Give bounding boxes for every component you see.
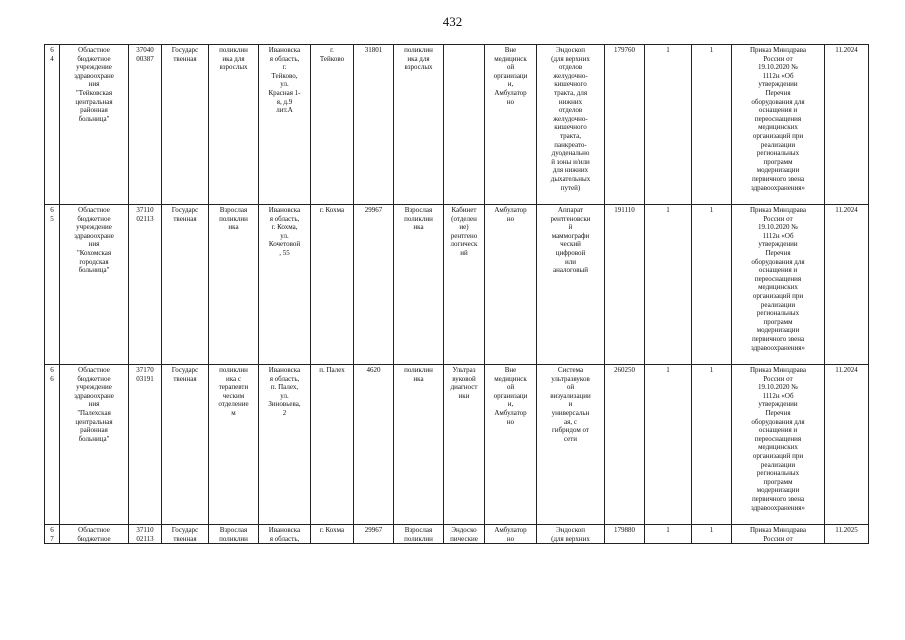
equipment-name: Эндоскоп (для верхних отделов желудочно- кишечного тракта, для нижних отделов желудочно- кишечного тракта, панкреато- дуоденально й зоны и/или для нижних дыхательных путей) [537,45,605,205]
care-conditions: Вне медицинск ой организаци и, Амбулатор но [485,45,537,205]
delivery-date: 11.2024 [825,365,869,525]
regulatory-order: Приказ Минздрава России от 19.10.2020 № 1112н «Об утверждении Перечня оборудования для оснащения и переоснащения медицинских организаций при реализации региональных программ модернизации первичного звена здравоохранения» [732,205,825,365]
room-name: Эндоско пические [444,525,485,544]
quantity-planned: 1 [645,365,692,525]
ownership-form: Государс твенная [162,205,209,365]
organization-name: Областное бюджетное учреждение здравоохране ния "Тейковская центральная районная больница" [60,45,129,205]
ownership-form: Государс твенная [162,525,209,544]
unit-name: Взрослая поликлин ика [394,205,444,365]
organization-code: 37110 02113 [129,525,162,544]
equipment-code: 179760 [605,45,645,205]
unit-name: Взрослая поликлин [394,525,444,544]
settlement: г. Тейково [311,45,354,205]
regulatory-order: Приказ Минздрава России от [732,525,825,544]
address: Ивановска я область, г. Кохма, ул. Кочетовой , 55 [259,205,311,365]
ownership-form: Государс твенная [162,365,209,525]
division-name: Взрослая поликлин [209,525,259,544]
regulatory-order: Приказ Минздрава России от 19.10.2020 № 1112н «Об утверждении Перечня оборудования для оснащения и переоснащения медицинских организаций при реализации региональных программ модернизации первичного звена здравоохранения» [732,45,825,205]
row-number: 6 5 [45,205,60,365]
quantity-total: 1 [692,525,732,544]
room-name [444,45,485,205]
settlement: г. Кохма [311,525,354,544]
equipment-table [44,44,869,544]
oktmo-code: 4620 [354,365,394,525]
organization-code: 37040 00387 [129,45,162,205]
delivery-date: 11.2024 [825,45,869,205]
ownership-form: Государс твенная [162,45,209,205]
address: Ивановска я область, [259,525,311,544]
room-name: Ультраз вуковой диагност ики [444,365,485,525]
quantity-planned: 1 [645,525,692,544]
address: Ивановска я область, г. Тейково, ул. Красная 1- я, д.9 лит.А [259,45,311,205]
division-name: Взрослая поликлин ика [209,205,259,365]
organization-code: 37170 03191 [129,365,162,525]
quantity-planned: 1 [645,45,692,205]
equipment-name: Эндоскоп (для верхних [537,525,605,544]
quantity-planned: 1 [645,205,692,365]
equipment-name: Система ультразвуков ой визуализации и универсальн ая, с гибридом от сети [537,365,605,525]
unit-name: поликлин ика [394,365,444,525]
address: Ивановска я область, п. Палех, ул. Зиновьева, 2 [259,365,311,525]
delivery-date: 11.2025 [825,525,869,544]
unit-name: поликлин ика для взрослых [394,45,444,205]
care-conditions: Вне медицинск ой организаци и, Амбулатор но [485,365,537,525]
division-name: поликлин ика для взрослых [209,45,259,205]
table-row [45,45,869,205]
oktmo-code: 29967 [354,205,394,365]
organization-name: Областное бюджетное учреждение здравоохране ния "Кохомская городская больница" [60,205,129,365]
settlement: г. Кохма [311,205,354,365]
division-name: поликлин ика с терапевти ческим отделение м [209,365,259,525]
table-row [45,525,869,544]
equipment-code: 191110 [605,205,645,365]
quantity-total: 1 [692,45,732,205]
settlement: п. Палех [311,365,354,525]
delivery-date: 11.2024 [825,205,869,365]
row-number: 6 7 [45,525,60,544]
row-number: 6 4 [45,45,60,205]
equipment-code: 179880 [605,525,645,544]
oktmo-code: 29967 [354,525,394,544]
organization-name: Областное бюджетное [60,525,129,544]
quantity-total: 1 [692,365,732,525]
oktmo-code: 31801 [354,45,394,205]
care-conditions: Амбулатор но [485,205,537,365]
quantity-total: 1 [692,205,732,365]
regulatory-order: Приказ Минздрава России от 19.10.2020 № 1112н «Об утверждении Перечня оборудования для оснащения и переоснащения медицинских организаций при реализации региональных программ модернизации первичного звена здравоохранения» [732,365,825,525]
table-row [45,365,869,525]
room-name: Кабинет (отделен ие) рентгено логическ ий [444,205,485,365]
organization-name: Областное бюджетное учреждение здравоохране ния "Палехская центральная районная больница" [60,365,129,525]
equipment-code: 260250 [605,365,645,525]
table-row [45,205,869,365]
organization-code: 37110 02113 [129,205,162,365]
page-number: 432 [442,14,463,29]
row-number: 6 6 [45,365,60,525]
care-conditions: Амбулатор но [485,525,537,544]
equipment-name: Аппарат рентгеновски й маммографи ческий цифровой или аналоговый [537,205,605,365]
